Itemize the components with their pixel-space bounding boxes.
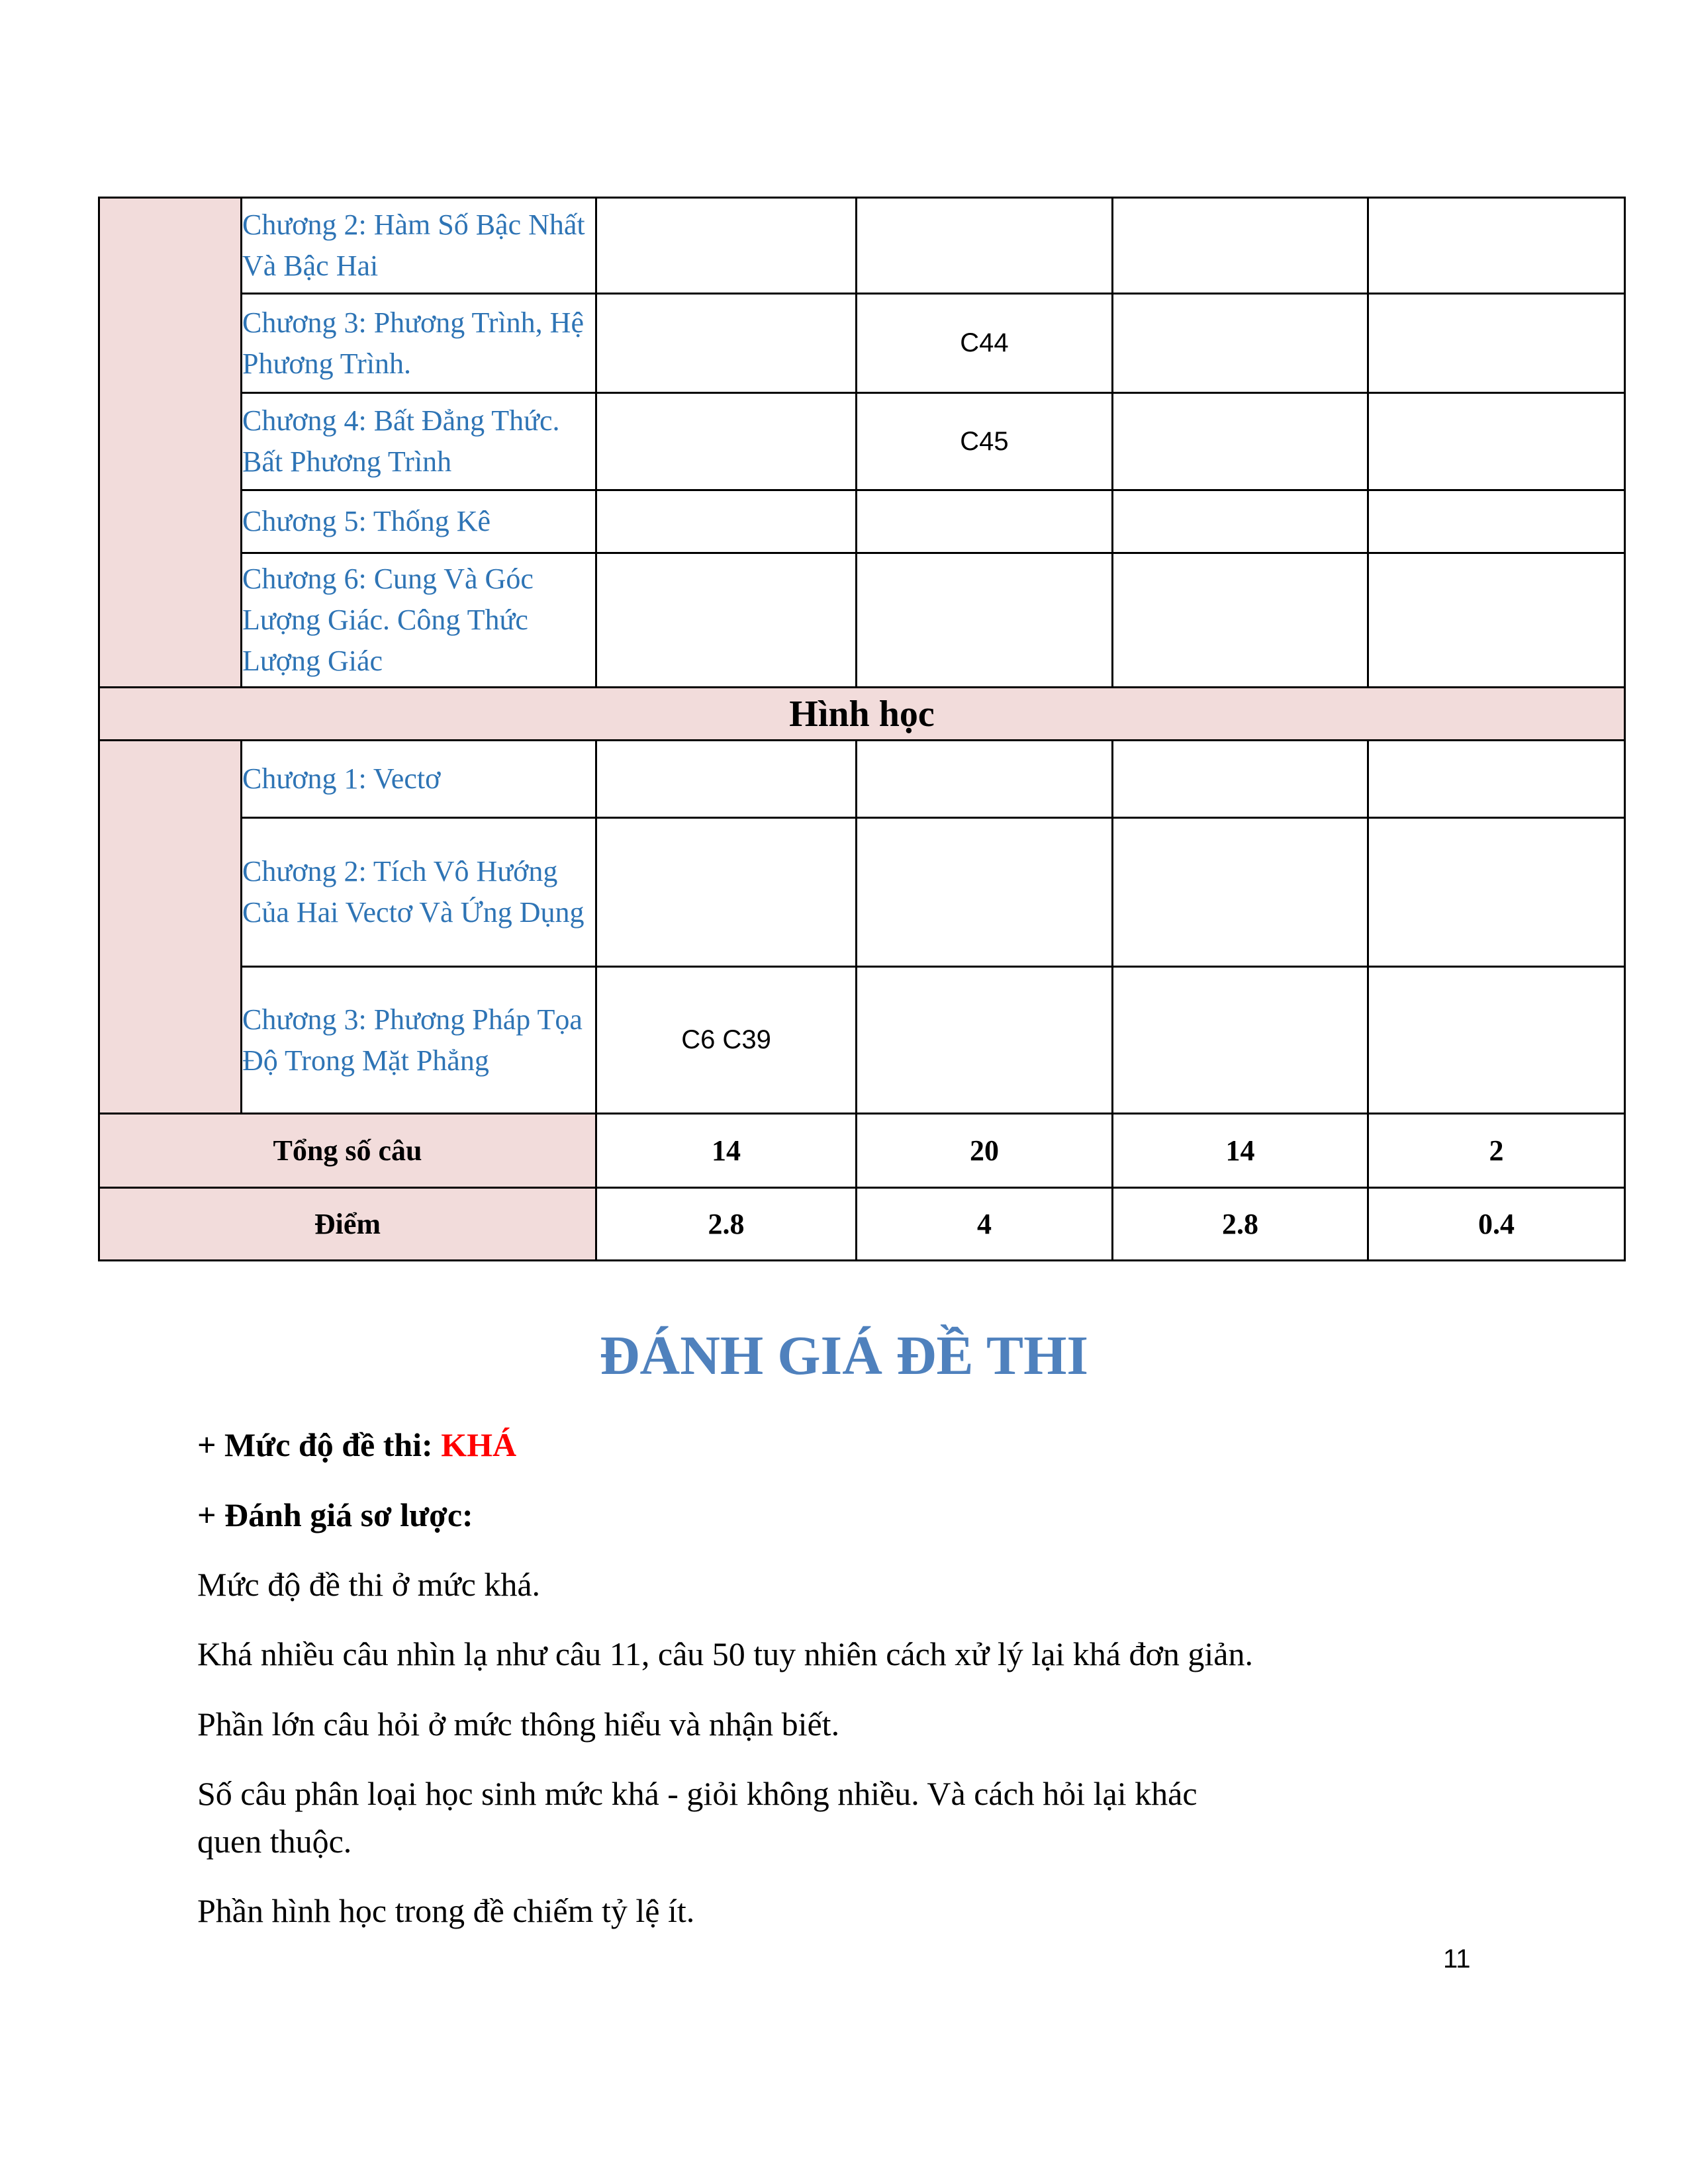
level-cell <box>596 198 857 294</box>
section-title-geometry: Hình học <box>99 688 1625 741</box>
level-cell <box>1368 198 1625 294</box>
level-cell <box>857 490 1113 553</box>
score-value: 2.8 <box>1113 1188 1368 1261</box>
level-cell <box>857 198 1113 294</box>
difficulty-label: + Mức độ đề thi: <box>197 1426 442 1463</box>
level-cell <box>596 490 857 553</box>
total-row <box>99 1114 1625 1188</box>
section-row <box>99 688 1625 741</box>
table-row <box>99 393 1625 490</box>
level-cell <box>596 393 857 490</box>
level-cell <box>857 967 1113 1114</box>
difficulty-value: KHÁ <box>441 1426 517 1463</box>
level-cell <box>596 818 857 967</box>
score-value: 2.8 <box>596 1188 857 1261</box>
level-cell <box>1368 393 1625 490</box>
table-row <box>99 967 1625 1114</box>
level-cell: C44 <box>857 294 1113 393</box>
question-matrix-table <box>98 197 1626 1261</box>
level-cell <box>1113 553 1368 688</box>
level-cell <box>1113 741 1368 818</box>
page-number: 11 <box>1443 1944 1471 1974</box>
algebra-group-cell <box>99 198 242 688</box>
topic-cell: Chương 3: Phương Pháp Tọa Độ Trong Mặt Phẳng <box>242 967 596 1114</box>
table-row <box>99 818 1625 967</box>
topic-cell: Chương 4: Bất Đẳng Thức. Bất Phương Trình <box>242 393 596 490</box>
paragraph: Phần lớn câu hỏi ở mức thông hiểu và nhận biết. <box>197 1706 840 1743</box>
level-cell <box>1368 967 1625 1114</box>
level-cell <box>1113 818 1368 967</box>
total-value: 20 <box>857 1114 1113 1188</box>
summary-label: + Đánh giá sơ lược: <box>197 1496 473 1533</box>
paragraph: Mức độ đề thi ở mức khá. <box>197 1566 541 1603</box>
evaluation-title: ĐÁNH GIÁ ĐỀ THI <box>599 1325 1089 1387</box>
score-value: 0.4 <box>1368 1188 1625 1261</box>
level-cell <box>1113 198 1368 294</box>
topic-cell: Chương 2: Tích Vô Hướng Của Hai Vectơ Và Ứng Dụng <box>242 818 596 967</box>
geometry-group-cell <box>99 741 242 1114</box>
level-cell <box>596 553 857 688</box>
level-cell <box>596 294 857 393</box>
score-value: 4 <box>857 1188 1113 1261</box>
paragraph: Khá nhiều câu nhìn lạ như câu 11, câu 50 tuy nhiên cách xử lý lại khá đơn giản. <box>197 1635 1253 1672</box>
level-cell: C6 C39 <box>596 967 857 1114</box>
score-label: Điểm <box>99 1188 596 1261</box>
table-row <box>99 741 1625 818</box>
total-value: 2 <box>1368 1114 1625 1188</box>
level-cell <box>1113 490 1368 553</box>
level-cell <box>857 818 1113 967</box>
level-cell <box>1113 393 1368 490</box>
level-cell <box>1368 490 1625 553</box>
topic-cell: Chương 3: Phương Trình, Hệ Phương Trình. <box>242 294 596 393</box>
level-cell: C45 <box>857 393 1113 490</box>
score-row <box>99 1188 1625 1261</box>
total-value: 14 <box>596 1114 857 1188</box>
table-row <box>99 490 1625 553</box>
table-row <box>99 294 1625 393</box>
level-cell <box>1113 294 1368 393</box>
level-cell <box>1368 741 1625 818</box>
paragraph: quen thuộc. <box>197 1823 352 1860</box>
level-cell <box>857 741 1113 818</box>
level-cell <box>1368 294 1625 393</box>
paragraph: Phần hình học trong đề chiếm tỷ lệ ít. <box>197 1892 695 1929</box>
topic-cell: Chương 1: Vectơ <box>242 741 596 818</box>
table-row <box>99 198 1625 294</box>
level-cell <box>1368 818 1625 967</box>
total-value: 14 <box>1113 1114 1368 1188</box>
total-label: Tổng số câu <box>99 1114 596 1188</box>
level-cell <box>857 553 1113 688</box>
level-cell <box>1368 553 1625 688</box>
topic-cell: Chương 5: Thống Kê <box>242 490 596 553</box>
paragraph: Số câu phân loại học sinh mức khá - giỏi không nhiều. Và cách hỏi lại khác <box>197 1775 1197 1812</box>
level-cell <box>596 741 857 818</box>
level-cell <box>1113 967 1368 1114</box>
topic-cell: Chương 2: Hàm Số Bậc Nhất Và Bậc Hai <box>242 198 596 294</box>
difficulty-line <box>197 1420 1521 1469</box>
table-row <box>99 553 1625 688</box>
topic-cell: Chương 6: Cung Và Góc Lượng Giác. Công Thức Lượng Giác <box>242 553 596 688</box>
